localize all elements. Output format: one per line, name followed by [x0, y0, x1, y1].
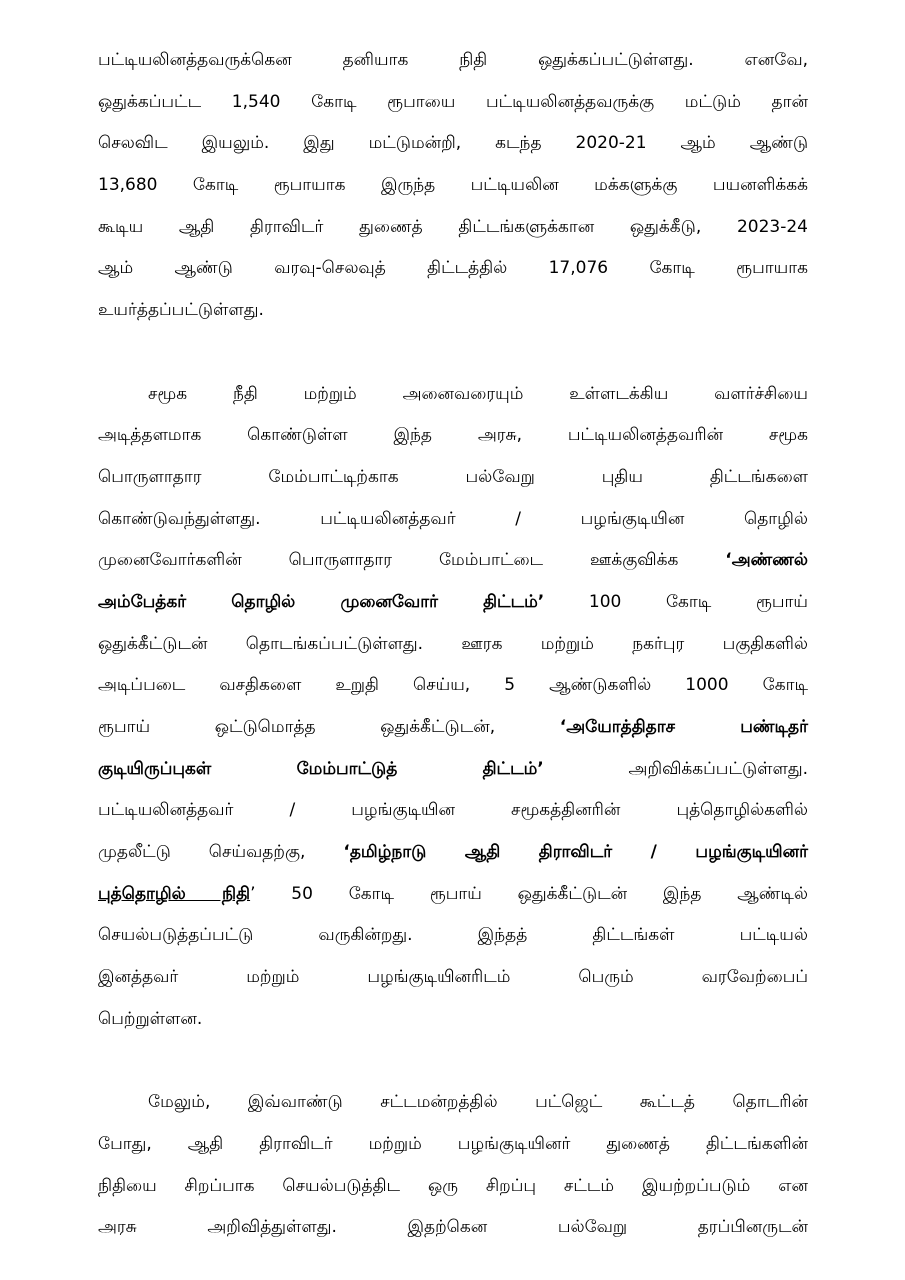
text-line: போது, ஆதி திராவிடர் மற்றும் பழங்குடியினர் துணைத் திட்டங்களின்	[98, 1133, 808, 1154]
paragraph-3	[98, 1082, 808, 1249]
document-page	[98, 40, 808, 1249]
text-line	[98, 874, 808, 916]
text-line	[98, 707, 808, 749]
scheme-name-bold: குடியிருப்புகள் மேம்பாட்டுத் திட்டம்’	[98, 758, 544, 779]
paragraph-1	[98, 40, 808, 332]
text-run: ரூபாய் ஒட்டுமொத்த ஒதுக்கீட்டுடன்,	[98, 717, 560, 737]
text-line: கூடிய ஆதி திராவிடர் துணைத் திட்டங்களுக்கான ஒதுக்கீடு, 2023-24	[98, 216, 808, 237]
text-run: 100 கோடி ரூபாய்	[544, 591, 808, 612]
text-line: ஒதுக்கீட்டுடன் தொடங்கப்பட்டுள்ளது. ஊரக மற்றும் நகர்புர பகுதிகளில்	[98, 633, 808, 654]
text-line: உயர்த்தப்பட்டுள்ளது.	[98, 300, 264, 321]
scheme-name-bold: அம்பேத்கர் தொழில் முனைவோர் திட்டம்’	[98, 591, 545, 612]
text-line: அடிப்படை வசதிகளை உறுதி செய்ய, 5 ஆண்டுகளில் 1000 கோடி	[98, 675, 808, 696]
text-line: பெற்றுள்ளன.	[98, 1008, 203, 1029]
text-run: அறிவிக்கப்பட்டுள்ளது.	[543, 758, 808, 779]
text-line: நிதியை சிறப்பாக செயல்படுத்திட ஒரு சிறப்பு சட்டம் இயற்றப்படும் என	[98, 1175, 808, 1196]
text-line: மேலும், இவ்வாண்டு சட்டமன்றத்தில் பட்ஜெட் கூட்டத் தொடரின்	[148, 1092, 808, 1113]
text-line: 13,680 கோடி ரூபாயாக இருந்த பட்டியலின மக்களுக்கு பயனளிக்கக்	[98, 175, 808, 196]
text-line: கொண்டுவந்துள்ளது. பட்டியலினத்தவர் / பழங்குடியின தொழில்	[98, 508, 808, 529]
text-line	[98, 832, 808, 874]
paragraph-spacer	[98, 332, 808, 374]
text-run: ’ 50 கோடி ரூபாய் ஒதுக்கீட்டுடன் இந்த ஆண்டில்	[250, 883, 808, 904]
text-line	[98, 582, 808, 624]
text-line: பொருளாதார மேம்பாட்டிற்காக பல்வேறு புதிய திட்டங்களை	[98, 466, 808, 487]
scheme-name-bold: புத்தொழில் நிதி	[98, 883, 251, 904]
text-line: பட்டியலினத்தவருக்கென தனியாக நிதி ஒதுக்கப்பட்டுள்ளது. எனவே,	[98, 50, 808, 70]
text-run: முனைவோர்களின் பொருளாதார மேம்பாட்டை ஊக்குவிக்க	[98, 550, 726, 571]
scheme-name-bold: ‘அயோத்திதாச பண்டிதர்	[559, 717, 808, 737]
text-line	[98, 749, 808, 791]
text-line: அடித்தளமாக கொண்டுள்ள இந்த அரசு, பட்டியலினத்தவரின் சமூக	[98, 425, 808, 446]
text-line	[98, 540, 808, 582]
scheme-name-bold: ‘அண்ணல்	[725, 550, 808, 571]
text-line: இனத்தவர் மற்றும் பழங்குடியினரிடம் பெரும் வரவேற்பைப்	[98, 967, 808, 988]
text-line: சமூக நீதி மற்றும் அனைவரையும் உள்ளடக்கிய வளர்ச்சியை	[148, 383, 808, 404]
text-line: ஆம் ஆண்டு வரவு-செலவுத் திட்டத்தில் 17,076 கோடி ரூபாயாக	[98, 258, 808, 279]
text-line: செலவிட இயலும். இது மட்டுமன்றி, கடந்த 2020-21 ஆம் ஆண்டு	[98, 133, 808, 154]
paragraph-spacer	[98, 1041, 808, 1083]
text-line: ஒதுக்கப்பட்ட 1,540 கோடி ரூபாயை பட்டியலினத்தவருக்கு மட்டும் தான்	[98, 91, 808, 112]
text-line: அரசு அறிவித்துள்ளது. இதற்கென பல்வேறு தரப்பினருடன்	[98, 1217, 808, 1238]
scheme-name-bold: ‘தமிழ்நாடு ஆதி திராவிடர் / பழங்குடியினர்	[343, 842, 808, 863]
text-line: செயல்படுத்தப்பட்டு வருகின்றது. இந்தத் திட்டங்கள் பட்டியல்	[98, 925, 808, 946]
text-run: முதலீட்டு செய்வதற்கு,	[98, 842, 344, 863]
text-line: பட்டியலினத்தவர் / பழங்குடியின சமூகத்தினரின் புத்தொழில்களில்	[98, 800, 808, 821]
paragraph-2	[98, 374, 808, 1041]
